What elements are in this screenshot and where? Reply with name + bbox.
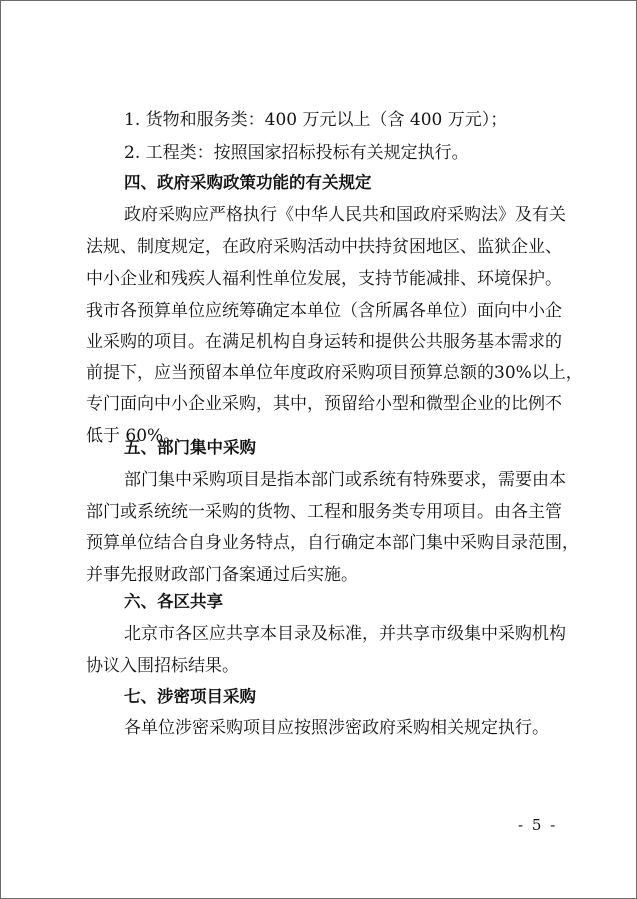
paragraph-line: 业采购的项目。在满足机构自身运转和提供公共服务基本需求的 xyxy=(86,332,562,352)
paragraph-line: 我市各预算单位应统筹确定本单位（含所属各单位）面向中小企 xyxy=(86,301,562,321)
paragraph-line: 预算单位结合自身业务特点，自行确定本部门集中采购目录范围， xyxy=(86,533,579,553)
paragraph-line: 政府采购应严格执行《中华人民共和国政府采购法》及有关 xyxy=(124,205,566,225)
list-item-goods-services: 1. 货物和服务类：400 万元以上（含 400 万元）； xyxy=(124,110,508,130)
paragraph-line: 前提下，应当预留本单位年度政府采购项目预算总额的30%以上， xyxy=(86,363,583,383)
paragraph-line: 各单位涉密采购项目应按照涉密政府采购相关规定执行。 xyxy=(124,718,549,738)
paragraph-line: 北京市各区应共享本目录及标准，并共享市级集中采购机构 xyxy=(124,624,566,644)
section-heading-classified: 七、涉密项目采购 xyxy=(124,687,256,706)
section-heading-department: 五、部门集中采购 xyxy=(124,438,256,457)
page-number: - 5 - xyxy=(518,816,558,834)
paragraph-line: 法规、制度规定，在政府采购活动中扶持贫困地区、监狱企业、 xyxy=(86,237,562,257)
section-heading-district: 六、各区共享 xyxy=(124,592,223,611)
paragraph-line: 部门集中采购项目是指本部门或系统有特殊要求，需要由本 xyxy=(124,470,566,490)
paragraph-line: 中小企业和残疾人福利性单位发展，支持节能减排、环境保护。 xyxy=(86,269,562,289)
list-item-engineering: 2. 工程类：按照国家招标投标有关规定执行。 xyxy=(124,143,469,163)
paragraph-line: 专门面向中小企业采购，其中，预留给小型和微型企业的比例不 xyxy=(86,394,562,414)
paragraph-line: 并事先报财政部门备案通过后实施。 xyxy=(86,565,358,585)
section-heading-policy: 四、政府采购政策功能的有关规定 xyxy=(124,173,372,192)
paragraph-line: 部门或系统统一采购的货物、工程和服务类专用项目。由各主管 xyxy=(86,502,562,522)
paragraph-line: 低于 60%。 xyxy=(86,426,181,446)
paragraph-line: 协议入围招标结果。 xyxy=(86,656,239,676)
